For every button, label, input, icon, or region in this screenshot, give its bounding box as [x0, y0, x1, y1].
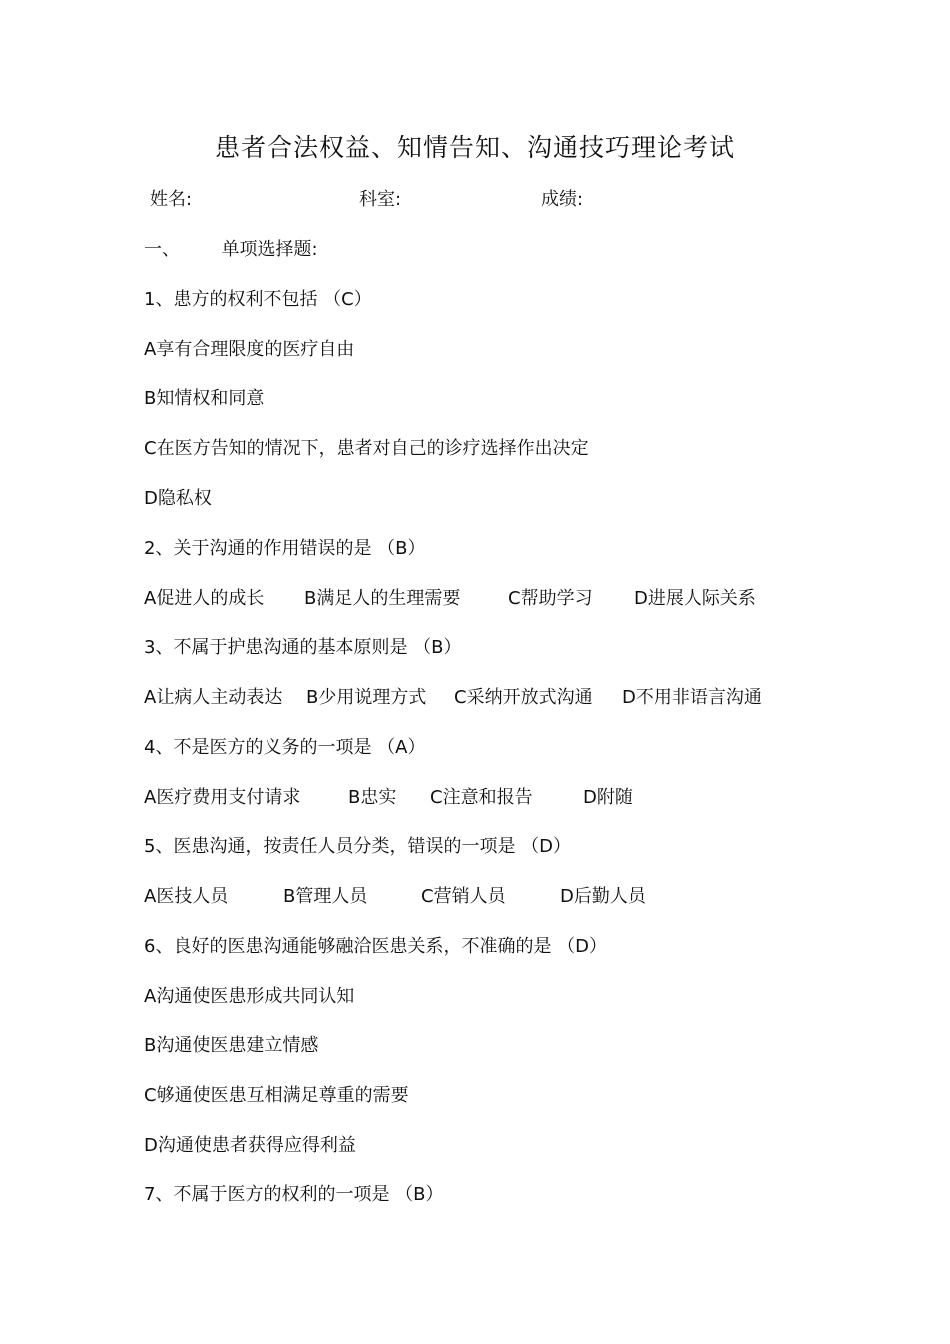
- name-field-label: 姓名:: [150, 189, 193, 210]
- question-2: 2、关于沟通的作用错误的是 （B）: [144, 538, 426, 559]
- q5-option-a: A医技人员: [144, 886, 229, 907]
- q6-option-d: D沟通使患者获得应得利益: [144, 1135, 356, 1156]
- section-heading: [144, 237, 318, 263]
- q2-option-a: A促进人的成长: [144, 588, 265, 609]
- q6-option-b: B沟通使医患建立情感: [144, 1035, 319, 1056]
- q2-option-b: B满足人的生理需要: [304, 588, 461, 609]
- q6-option-c: C够通使医患互相满足尊重的需要: [144, 1085, 409, 1106]
- q1-option-c: C在医方告知的情况下，患者对自己的诊疗选择作出决定: [144, 438, 589, 459]
- q1-option-b: B知情权和同意: [144, 388, 265, 409]
- question-7: 7、不属于医方的权利的一项是 （B）: [144, 1184, 444, 1205]
- question-4: 4、不是医方的义务的一项是 （A）: [144, 737, 426, 758]
- department-field-label: 科室:: [359, 189, 402, 210]
- question-5: 5、医患沟通，按责任人员分类，错误的一项是 （D）: [144, 836, 572, 857]
- q2-option-d: D进展人际关系: [634, 588, 756, 609]
- q5-option-d: D后勤人员: [560, 886, 646, 907]
- question-3: 3、不属于护患沟通的基本原则是 （B）: [144, 637, 462, 658]
- q3-option-b: B少用说理方式: [306, 687, 427, 708]
- q4-option-d: D附随: [583, 787, 633, 808]
- q1-option-a: A享有合理限度的医疗自由: [144, 339, 355, 360]
- q5-option-c: C营销人员: [421, 886, 506, 907]
- document-title: 患者合法权益、知情告知、沟通技巧理论考试: [214, 133, 735, 162]
- section-number: 一、: [144, 239, 180, 260]
- question-1: 1、患方的权利不包括 （C）: [144, 289, 372, 310]
- q4-option-c: C注意和报告: [430, 787, 533, 808]
- q4-option-a: A医疗费用支付请求: [144, 787, 301, 808]
- q5-option-b: B管理人员: [283, 886, 368, 907]
- q3-option-a: A让病人主动表达: [144, 687, 283, 708]
- q3-option-d: D不用非语言沟通: [622, 687, 762, 708]
- section-title: 单项选择题:: [221, 239, 318, 260]
- q1-option-d: D隐私权: [144, 488, 212, 509]
- score-field-label: 成绩:: [541, 189, 584, 210]
- q3-option-c: C采纳开放式沟通: [454, 687, 593, 708]
- question-6: 6、良好的医患沟通能够融洽医患关系，不准确的是 （D）: [144, 936, 608, 957]
- q2-option-c: C帮助学习: [508, 588, 593, 609]
- q6-option-a: A沟通使医患形成共同认知: [144, 986, 355, 1007]
- q4-option-b: B忠实: [348, 787, 397, 808]
